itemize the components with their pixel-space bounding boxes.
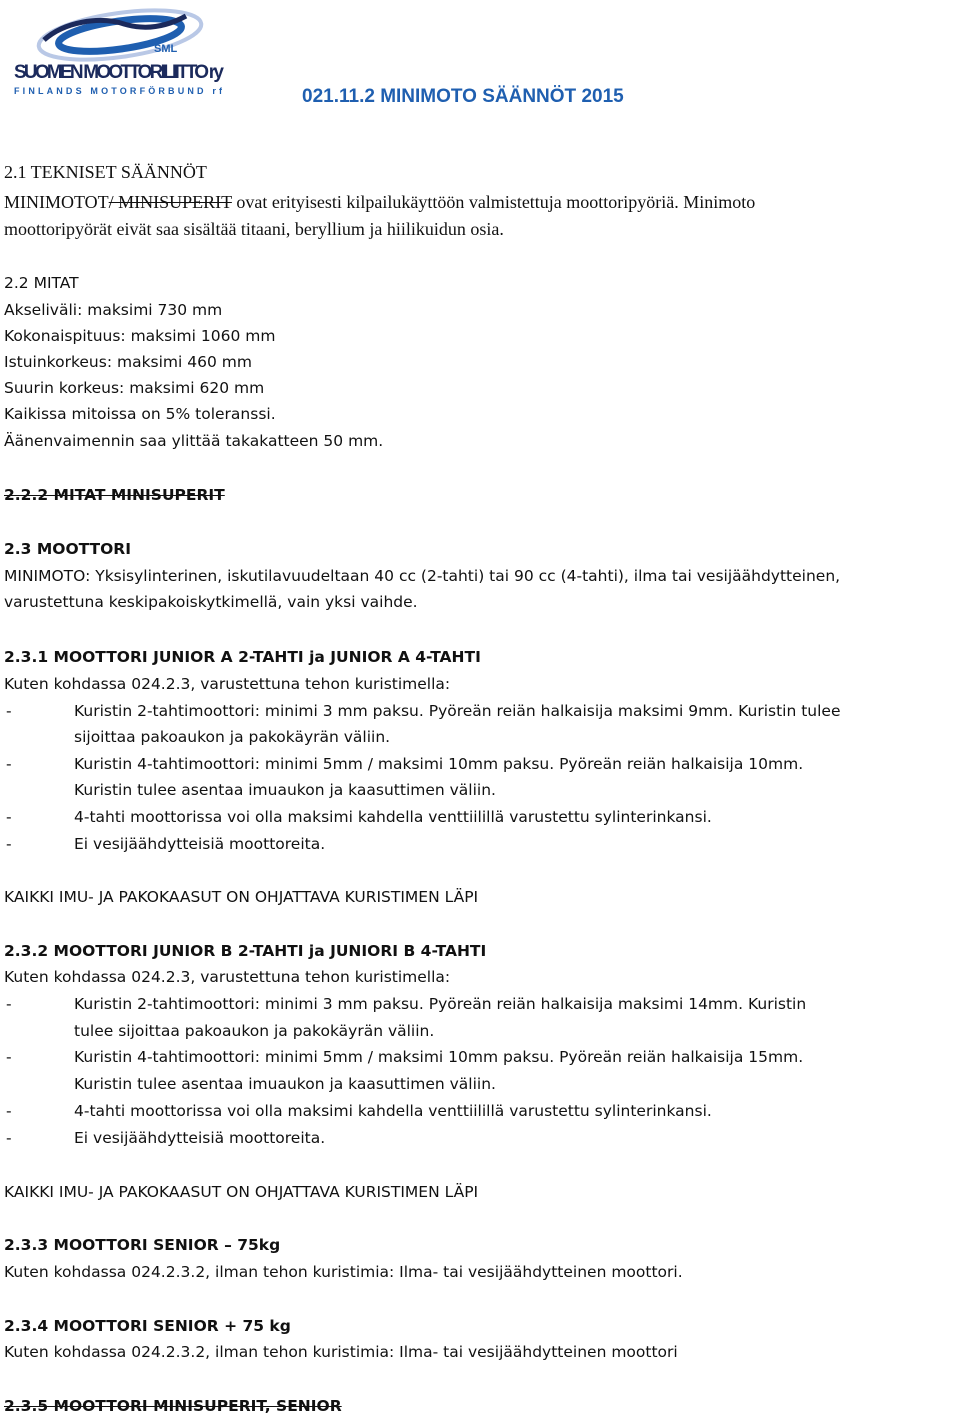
sml-logo-graphic (4, 2, 236, 102)
list-item: - Ei vesijäähdytteisiä moottoreita. (6, 1129, 326, 1147)
section-2-3-3-heading: 2.3.3 MOOTTORI SENIOR – 75kg (4, 1236, 281, 1254)
svg-text:SUOMEN MOOTTORILIITTO ry: SUOMEN MOOTTORILIITTO ry (14, 62, 224, 83)
list-item: - Kuristin 2-tahtimoottori: minimi 3 mm paksu. Pyöreän reiän halkaisija maksimi 14mm. Kuristin (6, 995, 807, 1013)
list-item-continued: Kuristin tulee asentaa imuaukon ja kaasuttimen väliin. (74, 781, 496, 799)
section-2-1-line-2: moottoripyörät eivät saa sisältää titaani, beryllium ja hiilikuidun osia. (4, 219, 504, 239)
section-2-3-3-text: Kuten kohdassa 024.2.3.2, ilman tehon kuristimia: Ilma- tai vesijäähdytteinen moottori. (4, 1263, 683, 1281)
sml-logo (4, 2, 236, 102)
list-item: - 4-tahti moottorissa voi olla maksimi kahdella venttiilillä varustettu sylinterinkansi. (6, 1102, 712, 1120)
section-2-3-heading: 2.3 MOOTTORI (4, 540, 132, 558)
section-2-3-1-intro: Kuten kohdassa 024.2.3, varustettuna tehon kuristimella: (4, 675, 451, 693)
section-2-1-line-1-rest: ovat erityisesti kilpailukäyttöön valmistettuja moottoripyöriä. Minimoto (231, 192, 756, 212)
list-item: - Kuristin 2-tahtimoottori: minimi 3 mm paksu. Pyöreän reiän halkaisija maksimi 9mm. Kuristin tulee (6, 702, 841, 720)
dimension-line: Suurin korkeus: maksimi 620 mm (4, 379, 265, 397)
list-item: - Kuristin 4-tahtimoottori: minimi 5mm / maksimi 10mm paksu. Pyöreän reiän halkaisija 10mm. (6, 755, 804, 773)
minisuperit-struck-text: / MINISUPERIT (108, 192, 232, 212)
section-2-3-4-heading: 2.3.4 MOOTTORI SENIOR + 75 kg (4, 1317, 291, 1335)
svg-text:SML: SML (154, 43, 178, 55)
section-2-2-2-heading: 2.2.2 MITAT MINISUPERIT (4, 486, 225, 504)
dimension-line: Äänenvaimennin saa ylittää takakatteen 50 mm. (4, 432, 384, 450)
list-item: - Ei vesijäähdytteisiä moottoreita. (6, 835, 326, 853)
section-2-3-1-note: KAIKKI IMU- JA PAKOKAASUT ON OHJATTAVA KURISTIMEN LÄPI (4, 888, 479, 906)
minimotot-word: MINIMOTOT (4, 192, 109, 212)
dimension-line: Kaikissa mitoissa on 5% toleranssi. (4, 405, 276, 423)
list-item-continued: sijoittaa pakoaukon ja pakokäyrän väliin. (74, 728, 391, 746)
section-2-3-2-heading: 2.3.2 MOOTTORI JUNIOR B 2-TAHTI ja JUNIORI B 4-TAHTI (4, 942, 487, 960)
section-2-1-heading: 2.1 TEKNISET SÄÄNNÖT (4, 162, 207, 182)
section-2-1-line-1 (4, 189, 755, 215)
section-2-3-line-2: varustettuna keskipakoiskytkimellä, vain yksi vaihde. (4, 593, 418, 611)
list-item: - Kuristin 4-tahtimoottori: minimi 5mm / maksimi 10mm paksu. Pyöreän reiän halkaisija 15mm. (6, 1048, 804, 1066)
dimension-line: Istuinkorkeus: maksimi 460 mm (4, 353, 252, 371)
dimension-line: Kokonaispituus: maksimi 1060 mm (4, 327, 276, 345)
section-2-3-5-heading: 2.3.5 MOOTTORI MINISUPERIT, SENIOR (4, 1397, 342, 1415)
dimension-line: Akseliväli: maksimi 730 mm (4, 301, 223, 319)
list-item-continued: tulee sijoittaa pakoaukon ja pakokäyrän väliin. (74, 1022, 435, 1040)
section-2-3-2-intro: Kuten kohdassa 024.2.3, varustettuna tehon kuristimella: (4, 968, 451, 986)
section-2-3-1-heading: 2.3.1 MOOTTORI JUNIOR A 2-TAHTI ja JUNIOR A 4-TAHTI (4, 648, 481, 666)
list-item-continued: Kuristin tulee asentaa imuaukon ja kaasuttimen väliin. (74, 1075, 496, 1093)
document-title: 021.11.2 MINIMOTO SÄÄNNÖT 2015 (302, 86, 624, 107)
section-2-3-4-text: Kuten kohdassa 024.2.3.2, ilman tehon kuristimia: Ilma- tai vesijäähdytteinen moottori (4, 1343, 678, 1361)
section-2-3-line-1: MINIMOTO: Yksisylinterinen, iskutilavuudeltaan 40 cc (2-tahti) tai 90 cc (4-tahti), ilma tai vesijäähdytteinen, (4, 567, 841, 585)
section-2-2-heading: 2.2 MITAT (4, 274, 79, 292)
svg-text:FINLANDS MOTORFÖRBUND rf: FINLANDS MOTORFÖRBUND rf (14, 86, 224, 96)
section-2-3-2-note: KAIKKI IMU- JA PAKOKAASUT ON OHJATTAVA KURISTIMEN LÄPI (4, 1183, 479, 1201)
list-item: - 4-tahti moottorissa voi olla maksimi kahdella venttiilillä varustettu sylinterinkansi. (6, 808, 712, 826)
